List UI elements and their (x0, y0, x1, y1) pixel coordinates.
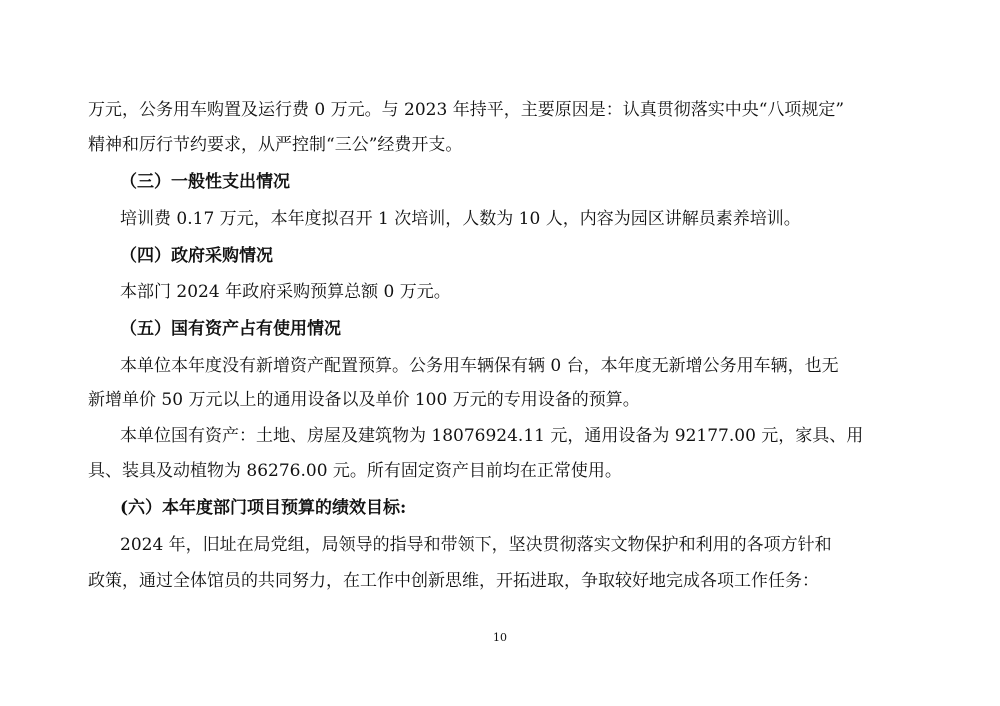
paragraph-line: 精神和厉行节约要求，从严控制“三公”经费开支。 (88, 135, 463, 155)
page-number: 10 (493, 631, 507, 644)
paragraph-line: 培训费 0.17 万元，本年度拟召开 1 次培训，人数为 10 人，内容为园区讲解员素养培训。 (120, 209, 801, 229)
paragraph-line: 新增单价 50 万元以上的通用设备以及单价 100 万元的专用设备的预算。 (88, 390, 640, 410)
paragraph-line: 政策，通过全体馆员的共同努力，在工作中创新思维，开拓进取，争取较好地完成各项工作任务： (88, 571, 819, 591)
paragraph-line: 本部门 2024 年政府采购预算总额 0 万元。 (120, 282, 451, 302)
section-heading-general-expenditure: （三）一般性支出情况 (120, 172, 290, 192)
paragraph-line: 万元，公务用车购置及运行费 0 万元。与 2023 年持平，主要原因是：认真贯彻落实中央“八项规定” (88, 100, 845, 120)
paragraph-line: 2024 年，旧址在局党组，局领导的指导和带领下，坚决贯彻落实文物保护和利用的各项方针和 (120, 535, 832, 555)
section-heading-government-procurement: （四）政府采购情况 (120, 246, 273, 266)
paragraph-line: 本单位国有资产：土地、房屋及建筑物为 18076924.11 元，通用设备为 92177.00 元，家具、用 (120, 426, 864, 446)
paragraph-line: 具、装具及动植物为 86276.00 元。所有固定资产目前均在正常使用。 (88, 461, 622, 481)
paragraph-line: 本单位本年度没有新增资产配置预算。公务用车辆保有辆 0 台，本年度无新增公务用车辆，也无 (120, 356, 839, 376)
section-heading-performance-goals: (六）本年度部门项目预算的绩效目标: (120, 498, 407, 518)
section-heading-state-assets: （五）国有资产占有使用情况 (120, 319, 341, 339)
